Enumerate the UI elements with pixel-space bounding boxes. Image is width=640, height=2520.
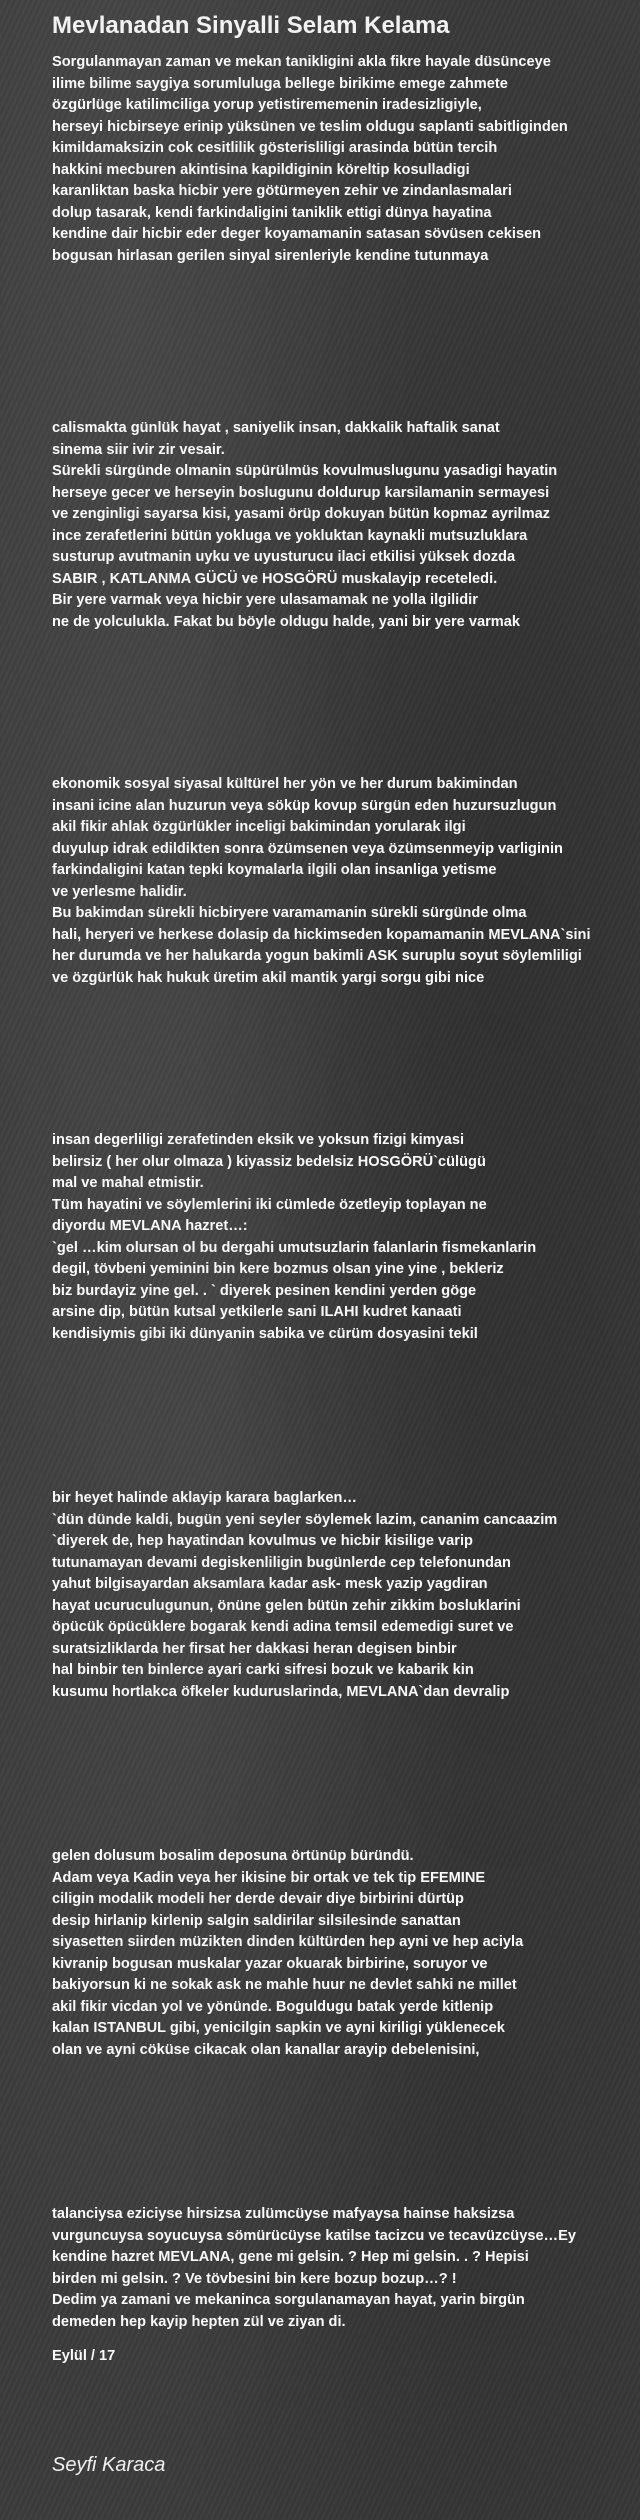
poem-line: suratsizliklarda her firsat her dakkasi heran degisen binbir: [52, 1640, 457, 1657]
poem-line: Adam veya Kadin veya her ikisine bir ortak ve tek tip EFEMINE: [52, 1869, 486, 1886]
poem-stanza: [52, 418, 640, 633]
poem-line: gelen dolusum bosalim deposuna örtünüp büründü.: [52, 1848, 414, 1864]
poem-line: kendine dair hicbir eder deger koyamamanin satasan sövüsen cekisen: [52, 226, 542, 242]
poem-line: ince zerafetlerini bütün yokluga ve yokluktan kaynakli mutsuzluklara: [52, 527, 528, 544]
poem-line: Sorgulanmayan zaman ve mekan tanikligini akla fikre hayale düsünceye: [52, 54, 551, 70]
poem-line: hayat ucuruculugunun, önüne gelen bütün zehir zikkim bosluklarini: [52, 1597, 521, 1614]
poem-line: `diyerek de, hep hayatindan kovulmus ve hicbir kisilige varip: [52, 1533, 473, 1549]
poem-line: arsine dip, bütün kutsal yetkilerle sani ILAHI kudret kanaati: [52, 1304, 462, 1320]
poem-line: hali, heryeri ve herkese dolasip da hickimseden kopamamanin MEVLANA`sini: [52, 926, 591, 943]
poem-line: kimildamaksizin cok cesitlilik gösterisliligi arasinda bütün tercih: [52, 140, 498, 156]
poem-line: birden mi gelsin. ? Ve tövbesini bin kere bozup bozup…? !: [52, 2270, 457, 2287]
poem-line: degil, tövbeni yeminini bin kere bozmus olsan yine yine , bekleriz: [52, 1261, 504, 1277]
poem-stanza: [52, 52, 640, 267]
poem-line: tutunamayan devami degiskenliligin bugünlerde cep telefonundan: [52, 1554, 511, 1571]
poem-line: Dedim ya zamani ve mekaninca sorgulanamayan hayat, yarin birgün: [52, 2292, 525, 2308]
poem-line: insan degerliligi zerafetinden eksik ve yoksun fizigi kimyasi: [52, 1132, 465, 1148]
poem-line: dolup tasarak, kendi farkindaligini taniklik ettigi dünya hayatina: [52, 204, 492, 221]
poem-line: farkindaligini katan tepki koymalarla ilgili olan insanliga yetisme: [52, 862, 497, 878]
poem-line: biz burdayiz yine gel. . ` diyerek pesinen kendini yerden göge: [52, 1282, 477, 1299]
poem-line: insani icine alan huzurun veya söküp kovup sürgün eden huzursuzlugun: [52, 797, 557, 814]
poem-line: bakiyorsun ki ne sokak ask ne mahle huur ne devlet sahki ne millet: [52, 1977, 517, 1993]
poem-line: hakkini mecburen akintisina kapildiginin köreltip kosulladigi: [52, 161, 470, 178]
poem-line: Bu bakimdan sürekli hicbiryere varamamanin sürekli sürgünde olma: [52, 905, 527, 921]
poem-line: ekonomik sosyal siyasal kültürel her yön ve her durum bakimindan: [52, 776, 518, 792]
poem-line: yahut bilgisayardan aksamlara kadar ask- mesk yazip yagdiran: [52, 1576, 488, 1592]
poem-line: Sürekli sürgünde olmanin süpürülmüs kovulmuslugunu yasadigi hayatin: [52, 463, 558, 479]
poem-line: öpücük öpücüklere bogarak kendi adina temsil edemedigi suret ve: [52, 1619, 514, 1635]
poem-line: `dün dünde kaldi, bugün yeni seyler söylemek lazim, cananim cancaazim: [52, 1511, 558, 1528]
poem-line: kalan ISTANBUL gibi, yenicilgin sapkin ve ayni kiriligi yüklenecek: [52, 2020, 505, 2036]
poem-line: özgürlüge katilimciliga yorup yetistirememenin iradesizligiyle,: [52, 97, 482, 113]
poem-title: Mevlanadan Sinyalli Selam Kelama: [52, 12, 450, 39]
poem-line: desip hirlanip kirlenip salgin saldirilar silsilesinde sanattan: [52, 1912, 461, 1929]
poem-line: mal ve mahal etmistir.: [52, 1175, 204, 1191]
poem-line: bir heyet halinde aklayip karara baglarken…: [52, 1490, 357, 1506]
poem-line: belirsiz ( her olur olmaza ) kiyassiz bedelsiz HOSGÖRÜ`cülügü: [52, 1153, 486, 1170]
poem-line: Bir yere varmak veya hicbir yere ulasamamak ne yolla ilgilidir: [52, 592, 478, 608]
poem-line: kusumu hortlakca öfkeler kuduruslarinda, MEVLANA`dan devralip: [52, 1683, 510, 1700]
poem-line: akil fikir ahlak özgürlükler inceligi bakimindan yorularak ilgi: [52, 819, 466, 835]
poem-line: `gel …kim olursan ol bu dergahi umutsuzlarin falanlarin fismekanlarin: [52, 1239, 537, 1256]
poem-line: talanciysa eziciyse hirsizsa zulümcüyse mafyaysa hainse haksizsa: [52, 2206, 515, 2222]
poem-line: siyasetten siirden müzikten dinden kültürden hep ayni ve hep aciyla: [52, 1934, 524, 1950]
poem-stanza: [52, 1130, 640, 1345]
poem-line: ciligin modalik modeli her derde devair diye birbirini dürtüp: [52, 1891, 464, 1907]
poem-stanza: [52, 2204, 640, 2333]
poem-line: her durumda ve her halukarda yogun bakimli ASK suruplu soyut söylemliligi: [52, 948, 582, 964]
poem-line: herseye gecer ve herseyin boslugunu doldurup karsilamanin sermayesi: [52, 484, 550, 501]
poem-line: bogusan hirlasan gerilen sinyal sirenleriyle kendine tutunmaya: [52, 247, 489, 264]
poem-line: sinema siir ivir zir vesair.: [52, 441, 225, 458]
poem-stanza: [52, 1488, 640, 1703]
poem-line: ilime bilime saygiya sorumluluga bellege birikime emege zahmete: [52, 75, 508, 92]
poem-author: Seyfi Karaca: [52, 2454, 166, 2476]
poem-line: ve zenginligi sayarsa kisi, yasami örüp dokuyan bütün kopmaz ayrilmaz: [52, 506, 550, 522]
poem-stanza: [52, 1846, 640, 2061]
poem-line: hal binbir ten binlerce ayari carki sifresi bozuk ve kabarik kin: [52, 1662, 474, 1678]
poem-line: akil fikir vicdan yol ve yönünde. Boguldugu batak yerde kitlenip: [52, 1998, 494, 2015]
poem-line: karanliktan baska hicbir yere götürmeyen zehir ve zindanlasmalari: [52, 183, 512, 199]
poem-line: kendine hazret MEVLANA, gene mi gelsin. ? Hep mi gelsin. . ? Hepisi: [52, 2249, 529, 2265]
poem-line: olan ve ayni cöküse cikacak olan kanallar arayip debelenisini,: [52, 2041, 480, 2058]
poem-line: SABIR , KATLANMA GÜCÜ ve HOSGÖRÜ muskalayip receteledi.: [52, 570, 498, 587]
poem-line: ve yerlesme halidir.: [52, 883, 187, 900]
poem-date: Eylül / 17: [52, 2348, 116, 2364]
poem-stanza: [52, 774, 640, 989]
poem-line: Tüm hayatini ve söylemlerini iki cümlede özetleyip toplayan ne: [52, 1196, 487, 1213]
poem-line: ve özgürlük hak hukuk üretim akil mantik yargi sorgu gibi nice: [52, 969, 485, 986]
poem-line: herseyi hicbirseye erinip yüksünen ve teslim oldugu saplanti sabitliginden: [52, 118, 568, 135]
poem-line: duyulup idrak edildikten sonra özümsenen veya özümsenmeyip varliginin: [52, 840, 563, 857]
poem-line: diyordu MEVLANA hazret…:: [52, 1218, 248, 1234]
poem-line: demeden hep kayip hepten zül ve ziyan di.: [52, 2313, 346, 2330]
poem-line: vurguncuysa soyucuysa sömürücüyse katilse tacizcu ve tecavüzcüyse…Ey: [52, 2227, 576, 2244]
poem-line: susturup avutmanin uyku ve uyusturucu ilaci etkilisi yüksek dozda: [52, 549, 516, 565]
poem-line: calismakta günlük hayat , saniyelik insan, dakkalik haftalik sanat: [52, 420, 500, 436]
poem-line: kendisiymis gibi iki dünyanin sabika ve cürüm dosyasini tekil: [52, 1325, 478, 1342]
poem-line: ne de yolculukla. Fakat bu böyle oldugu halde, yani bir yere varmak: [52, 613, 520, 630]
poem-line: kivranip bogusan muskalar yazar okuarak birbirine, soruyor ve: [52, 1955, 488, 1972]
